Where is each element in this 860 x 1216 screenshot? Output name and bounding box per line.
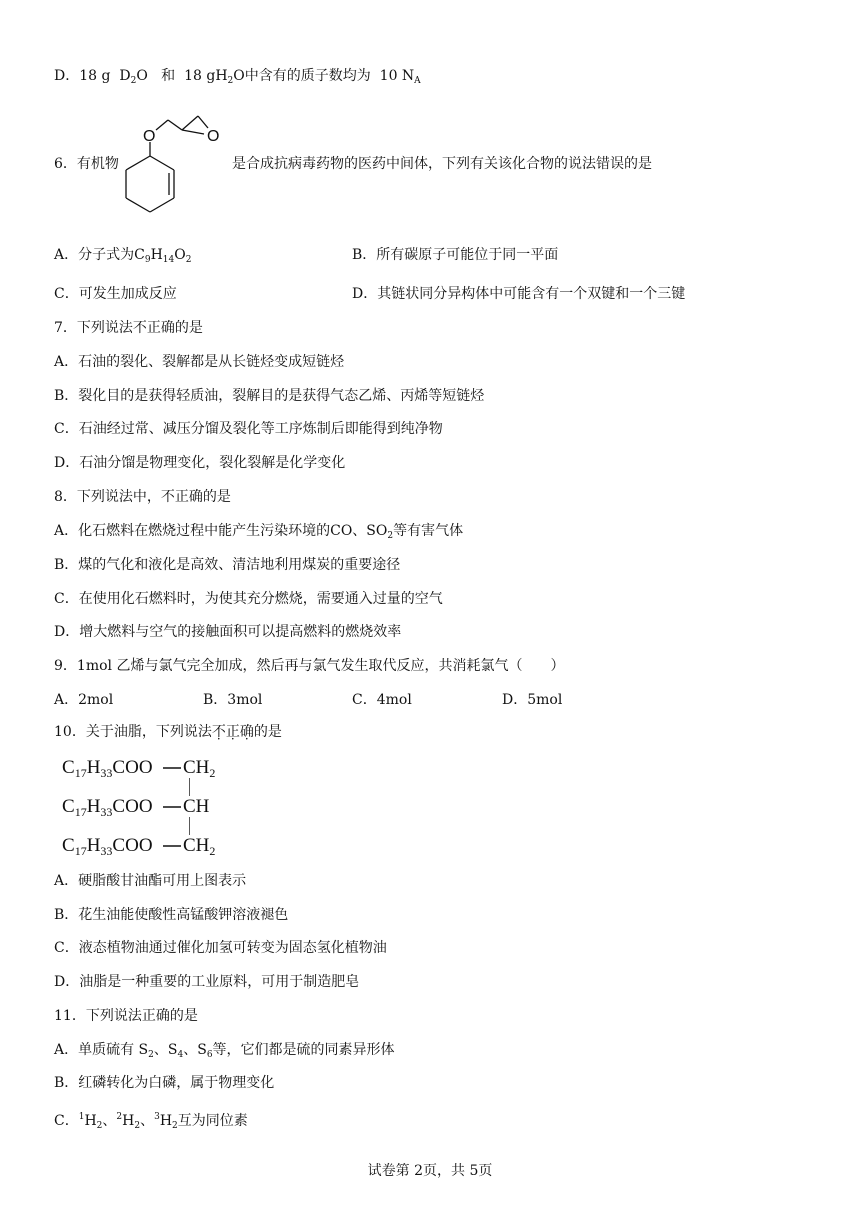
q9-option-a: A．2mol <box>54 692 114 708</box>
q10-option-d: D．油脂是一种重要的工业原料，可用于制造肥皂 <box>54 974 360 990</box>
q6-number: 6．有机物 <box>54 156 119 172</box>
q7-option-a: A．石油的裂化、裂解都是从长链烃变成短链烃 <box>54 354 345 370</box>
q5-option-d: D．18 g $D_2O$ 和 18 $gH_2O$中含有的质子数均为 10 $N_A$ <box>54 68 421 86</box>
q9-stem: 9．1mol 乙烯与氯气完全加成，然后再与氯气发生取代反应，共消耗氯气（ ） <box>54 658 565 674</box>
q10-stem: 10．关于油脂，下列说法不正确的是 <box>54 724 282 740</box>
q8-option-c: C．在使用化石燃料时，为使其充分燃烧，需要通入过量的空气 <box>54 591 443 607</box>
q11-option-a: A．单质硫有 $S_2$、$S_4$、$S_6$等，它们都是硫的同素异形体 <box>54 1042 395 1060</box>
q7-stem: 7．下列说法不正确的是 <box>54 320 203 336</box>
formula-row-3: $C_{17}H_{33}COO$ <box>62 835 153 858</box>
q6-option-a: A．分子式为$C_9H_{14}O_2$ <box>54 247 192 265</box>
q6-option-c: C．可发生加成反应 <box>54 286 177 302</box>
q10-option-c: C．液态植物油通过催化加氢可转变为固态氢化植物油 <box>54 940 387 956</box>
q10-option-a: A．硬脂酸甘油酯可用上图表示 <box>54 873 247 889</box>
q6-option-d: D．其链状同分异构体中可能含有一个双键和一个三键 <box>352 286 686 302</box>
q6-structure-diagram <box>110 104 230 219</box>
formula-ch2-bottom: $CH_2$ <box>183 835 216 858</box>
page-footer: 试卷第 2页，共 5页 <box>367 1163 493 1179</box>
q8-option-b: B．煤的气化和液化是高效、清洁地利用煤炭的重要途径 <box>54 557 401 573</box>
q11-option-c: C．$^1H_2$、$^2H_2$、$^3H_2$互为同位素 <box>54 1112 248 1131</box>
q9-option-d: D．5mol <box>502 692 563 708</box>
q7-option-d: D．石油分馏是物理变化，裂化裂解是化学变化 <box>54 455 346 471</box>
q6-structure-atom-o1: O <box>143 128 156 145</box>
q6-structure-atom-o2: O <box>207 128 220 145</box>
q6-option-b: B．所有碳原子可能位于同一平面 <box>352 247 559 263</box>
q8-option-d: D．增大燃料与空气的接触面积可以提高燃料的燃烧效率 <box>54 624 402 640</box>
formula-row-1: $C_{17}H_{33}COO$ <box>62 757 153 780</box>
q7-option-b: B．裂化目的是获得轻质油，裂解目的是获得气态乙烯、丙烯等短链烃 <box>54 388 485 404</box>
q10-option-b: B．花生油能使酸性高锰酸钾溶液褪色 <box>54 907 289 923</box>
formula-row-2: $C_{17}H_{33}COO$ <box>62 796 153 819</box>
q6-stem: 是合成抗病毒药物的医药中间体，下列有关该化合物的说法错误的是 <box>232 156 652 172</box>
q8-stem: 8．下列说法中，不正确的是 <box>54 489 231 505</box>
q11-option-b: B．红磷转化为白磷，属于物理变化 <box>54 1075 275 1091</box>
formula-ch-mid: CH <box>183 796 210 817</box>
q8-option-a: A．化石燃料在燃烧过程中能产生污染环境的CO、$SO_2$等有害气体 <box>54 523 464 541</box>
q11-stem: 11．下列说法正确的是 <box>54 1008 198 1024</box>
q9-option-c: C．4mol <box>352 692 412 708</box>
q7-option-c: C．石油经过常、减压分馏及裂化等工序炼制后即能得到纯净物 <box>54 421 443 437</box>
formula-ch2-top: $CH_2$ <box>183 757 216 780</box>
q9-option-b: B．3mol <box>203 692 263 708</box>
